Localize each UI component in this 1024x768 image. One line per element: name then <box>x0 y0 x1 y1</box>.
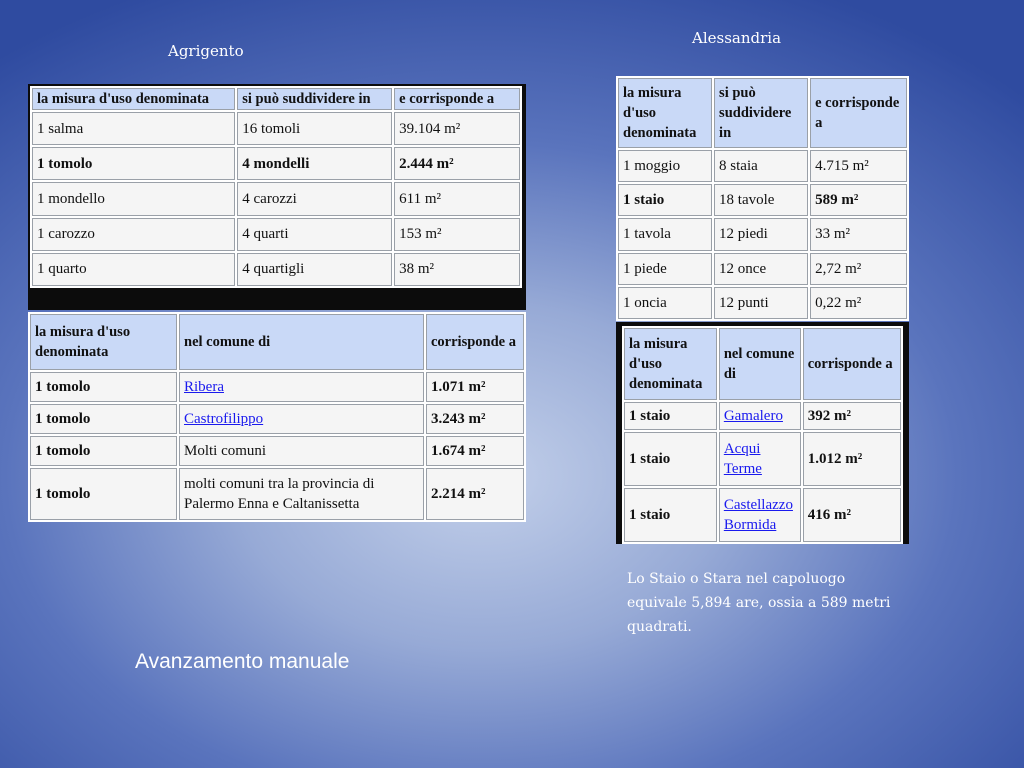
subdivision-cell: 8 staia <box>714 150 808 182</box>
area-cell: 1.674 m² <box>426 436 524 466</box>
comune-cell: molti comuni tra la provincia di Palermo Enna e Caltanissetta <box>179 468 424 520</box>
area-cell: 1.071 m² <box>426 372 524 402</box>
unit-cell: 1 carozzo <box>32 218 235 251</box>
table-row <box>30 404 524 434</box>
unit-cell: 1 staio <box>624 402 717 430</box>
unit-cell: 1 tavola <box>618 218 712 250</box>
agrigento-units-table <box>28 84 526 310</box>
table-row <box>618 218 907 250</box>
area-cell: 0,22 m² <box>810 287 907 319</box>
area-cell: 611 m² <box>394 182 520 215</box>
table-row <box>618 253 907 285</box>
header-cell: la misura d'uso denominata <box>624 328 717 400</box>
header-cell: corrisponde a <box>803 328 901 400</box>
subdivision-cell: 16 tomoli <box>237 112 392 145</box>
header-cell: nel comune di <box>179 314 424 370</box>
comune-link[interactable] <box>719 432 801 486</box>
unit-cell: 1 tomolo <box>30 436 177 466</box>
table-row <box>618 184 907 216</box>
table-row <box>624 488 901 542</box>
agrigento-title: Agrigento <box>168 42 244 60</box>
unit-cell: 1 staio <box>618 184 712 216</box>
area-cell: 3.243 m² <box>426 404 524 434</box>
area-cell: 39.104 m² <box>394 112 520 145</box>
subdivision-cell: 18 tavole <box>714 184 808 216</box>
slide-status: Avanzamento manuale <box>135 650 350 673</box>
table-row <box>32 253 520 286</box>
area-cell: 589 m² <box>810 184 907 216</box>
unit-cell: 1 staio <box>624 432 717 486</box>
unit-cell: 1 quarto <box>32 253 235 286</box>
unit-cell: 1 staio <box>624 488 717 542</box>
comune-link-text[interactable]: Castellazzo Bormida <box>723 497 793 534</box>
comune-link[interactable] <box>719 402 801 430</box>
unit-cell: 1 tomolo <box>30 468 177 520</box>
area-cell: 416 m² <box>803 488 901 542</box>
area-cell: 2,72 m² <box>810 253 907 285</box>
comune-link-text[interactable]: Acqui Terme <box>723 441 762 478</box>
header-cell: la misura d'uso denominata <box>30 314 177 370</box>
subdivision-cell: 12 punti <box>714 287 808 319</box>
comune-link[interactable] <box>719 488 801 542</box>
comune-link[interactable] <box>179 372 424 402</box>
comune-cell: Molti comuni <box>179 436 424 466</box>
header-cell: corrisponde a <box>426 314 524 370</box>
area-cell: 38 m² <box>394 253 520 286</box>
agrigento-comuni-table <box>28 312 526 522</box>
comune-link[interactable] <box>179 404 424 434</box>
header-cell: si può suddividere in <box>237 88 392 110</box>
table-row <box>30 372 524 402</box>
subdivision-cell: 4 quartigli <box>237 253 392 286</box>
table-row <box>618 150 907 182</box>
table-row <box>624 432 901 486</box>
header-cell: e corrisponde a <box>394 88 520 110</box>
subdivision-cell: 4 mondelli <box>237 147 392 180</box>
area-cell: 392 m² <box>803 402 901 430</box>
comune-link-text[interactable]: Gamalero <box>723 408 783 425</box>
comune-link-text[interactable]: Ribera <box>184 379 224 395</box>
table-row <box>30 468 524 520</box>
table-row <box>618 287 907 319</box>
area-cell: 4.715 m² <box>810 150 907 182</box>
table-row <box>32 147 520 180</box>
area-cell: 1.012 m² <box>803 432 901 486</box>
table-row <box>32 218 520 251</box>
subdivision-cell: 12 once <box>714 253 808 285</box>
table-row <box>624 402 901 430</box>
unit-cell: 1 salma <box>32 112 235 145</box>
table-row <box>32 112 520 145</box>
unit-cell: 1 piede <box>618 253 712 285</box>
comune-link-text[interactable]: Castrofilippo <box>184 411 264 427</box>
unit-cell: 1 mondello <box>32 182 235 215</box>
header-cell: si può suddividere in <box>714 78 808 148</box>
alessandria-comuni-table <box>616 322 909 544</box>
area-cell: 153 m² <box>394 218 520 251</box>
area-cell: 2.214 m² <box>426 468 524 520</box>
staio-note: Lo Staio o Stara nel capoluogo equivale 5,894 are, ossia a 589 metri quadrati. <box>627 571 891 635</box>
alessandria-title: Alessandria <box>692 29 782 47</box>
alessandria-units-table <box>616 76 909 321</box>
table-row <box>32 182 520 215</box>
unit-cell: 1 oncia <box>618 287 712 319</box>
unit-cell: 1 tomolo <box>32 147 235 180</box>
unit-cell: 1 tomolo <box>30 372 177 402</box>
area-cell: 2.444 m² <box>394 147 520 180</box>
header-cell: la misura d'uso denominata <box>618 78 712 148</box>
unit-cell: 1 moggio <box>618 150 712 182</box>
subdivision-cell: 12 piedi <box>714 218 808 250</box>
area-cell: 33 m² <box>810 218 907 250</box>
header-cell: e corrisponde a <box>810 78 907 148</box>
table-row <box>30 436 524 466</box>
header-cell: nel comune di <box>719 328 801 400</box>
subdivision-cell: 4 carozzi <box>237 182 392 215</box>
unit-cell: 1 tomolo <box>30 404 177 434</box>
header-cell: la misura d'uso denominata <box>32 88 235 110</box>
subdivision-cell: 4 quarti <box>237 218 392 251</box>
